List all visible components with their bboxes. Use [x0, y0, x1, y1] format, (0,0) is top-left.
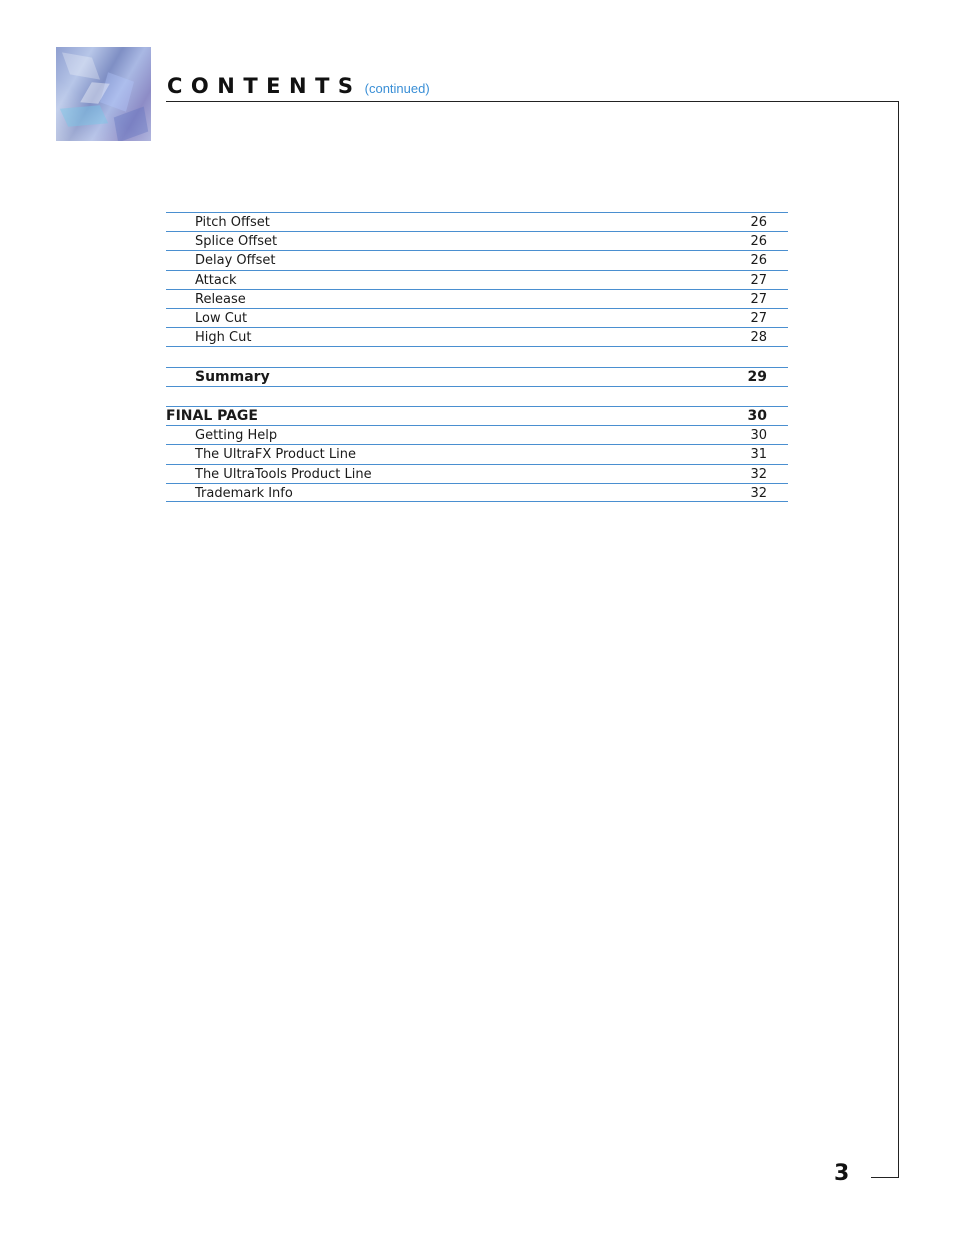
- toc-entry-label: Attack: [195, 272, 237, 288]
- page-title: [167, 74, 430, 98]
- toc-entry-ultrafx-product-line[interactable]: [166, 444, 788, 463]
- toc-entry-ultratools-product-line[interactable]: [166, 464, 788, 483]
- toc-entry-pitch-offset[interactable]: [166, 212, 788, 231]
- toc-entry-page: 26: [750, 234, 767, 250]
- toc-entry-label: Release: [195, 291, 246, 307]
- toc-entry-label: The UltraFX Product Line: [195, 447, 356, 463]
- toc-entry-page: 26: [750, 253, 767, 269]
- toc-section-page: 30: [747, 408, 767, 425]
- toc-entry-label: Summary: [195, 368, 270, 385]
- frame-bottom-rule: [871, 1177, 899, 1178]
- toc-spacer: [166, 386, 788, 406]
- toc-entry-page: 26: [750, 215, 767, 230]
- holographic-logo-tile: [56, 47, 151, 141]
- toc-entry-page: 27: [750, 291, 767, 307]
- toc-entry-page: 29: [747, 368, 767, 385]
- toc-entry-summary[interactable]: [166, 367, 788, 386]
- logo-shard: [100, 72, 134, 111]
- toc-entry-high-cut[interactable]: [166, 327, 788, 346]
- toc-entry-label: Low Cut: [195, 310, 248, 326]
- toc-entry-page: 31: [750, 447, 767, 463]
- toc-entry-label: Trademark Info: [195, 485, 293, 501]
- logo-shard: [114, 107, 148, 141]
- frame-right-rule: [898, 101, 899, 1178]
- toc-spacer: [166, 346, 788, 366]
- page-number: 3: [834, 1161, 850, 1186]
- toc-entry-page: 27: [750, 272, 767, 288]
- toc-entry-attack[interactable]: [166, 270, 788, 289]
- toc-entry-splice-offset[interactable]: [166, 231, 788, 250]
- toc-entry-trademark-info[interactable]: [166, 483, 788, 502]
- logo-shard: [60, 105, 108, 126]
- frame-top-rule: [166, 101, 899, 102]
- toc-entry-label: Pitch Offset: [195, 215, 270, 230]
- toc-entry-label: Delay Offset: [195, 253, 276, 269]
- toc-section-final-page[interactable]: [166, 406, 788, 425]
- table-of-contents: [166, 212, 788, 502]
- title-continued: (continued): [364, 81, 430, 96]
- toc-entry-page: 28: [750, 330, 767, 346]
- toc-entry-label: The UltraTools Product Line: [195, 466, 372, 482]
- toc-entry-page: 32: [750, 485, 767, 501]
- logo-shard: [62, 52, 100, 79]
- title-text: CONTENTS: [167, 74, 362, 98]
- toc-section-label: FINAL PAGE: [166, 408, 258, 425]
- toc-entry-getting-help[interactable]: [166, 425, 788, 444]
- toc-entry-label: Getting Help: [195, 428, 278, 444]
- toc-entry-page: 27: [750, 310, 767, 326]
- toc-entry-low-cut[interactable]: [166, 308, 788, 327]
- toc-entry-release[interactable]: [166, 289, 788, 308]
- toc-entry-label: High Cut: [195, 330, 252, 346]
- toc-entry-delay-offset[interactable]: [166, 250, 788, 269]
- toc-entry-page: 32: [750, 466, 767, 482]
- toc-entry-label: Splice Offset: [195, 234, 278, 250]
- toc-entry-page: 30: [750, 428, 767, 444]
